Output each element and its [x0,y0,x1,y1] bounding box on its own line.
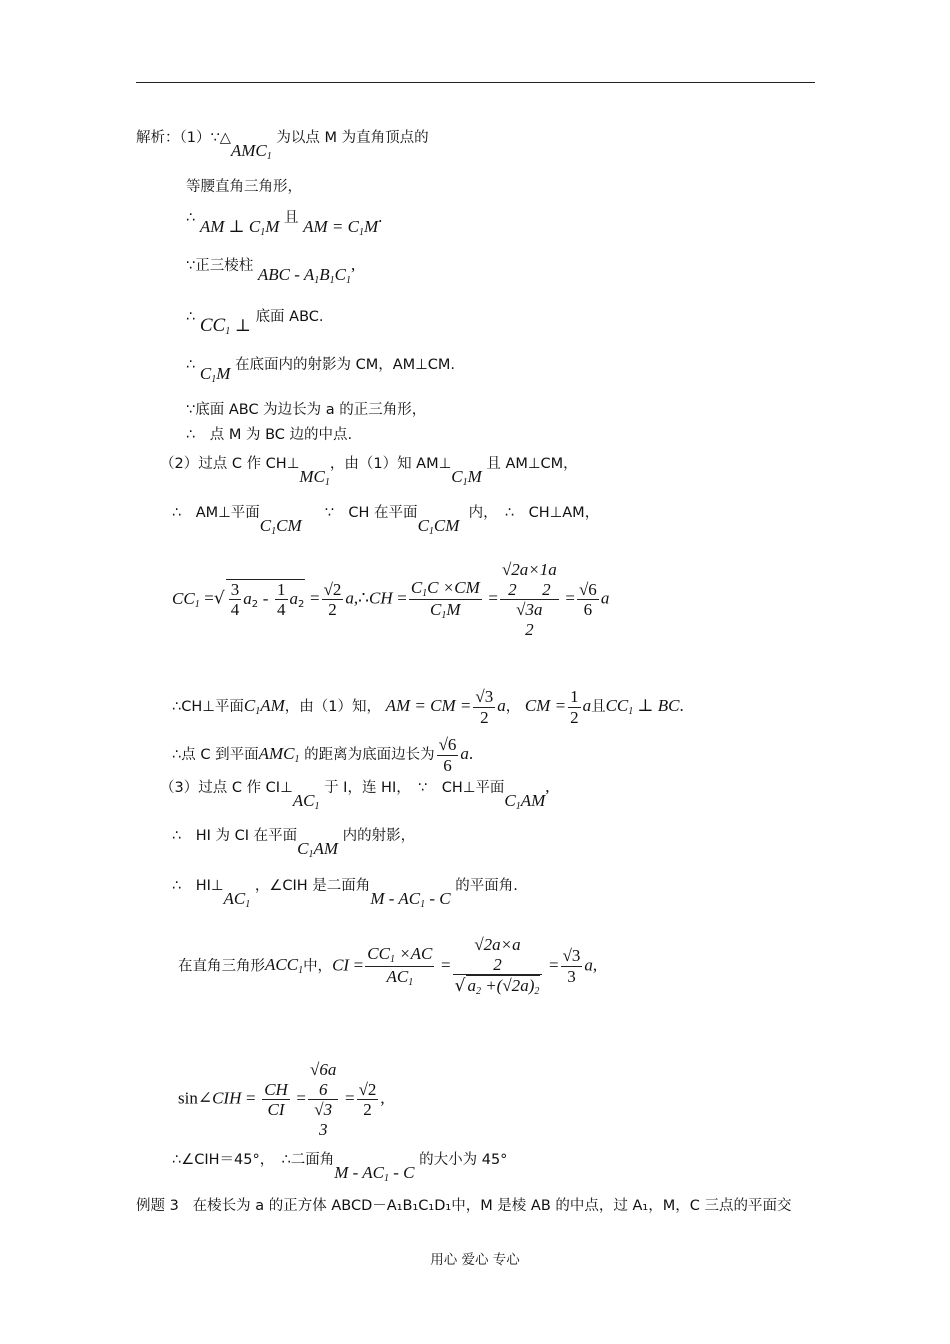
formula-dihedral-b: M - $AC_1$ - C [334,1163,415,1184]
solution-line-4: ∵正三棱柱 ABC - $A_1B_1C_1$, [186,255,356,286]
formula-mc1: $MC_1$ [299,467,330,488]
part3-line-1: （3）过点 C 作 $CI\perp AC_1$ 于 I，连 HI， ∵ CH⊥平面$C_1AM$, [160,777,550,812]
part2-line-2: ∴ AM⊥平面$C_1CM$ ∵ CH 在平面$C_1CM$ 内， ∴ CH⊥AM， [172,505,600,537]
formula-am-cm: AM = CM = [385,696,472,716]
part3-line-3: ∴ $HI\perp AC_1$ ，∠CIH 是二面角M - $AC_1$ - C 的平面角. [172,878,518,910]
example-3: 例题 3 在棱长为 a 的正方体 ABCD－A₁B₁C₁D₁中，M 是棱 AB 的中点，过 A₁，M，C 三点的平面交 [136,1198,792,1214]
formula-am-eq-c1m: AM = $C_1M$ [303,217,379,238]
page-footer: 用心 爱心 专心 [430,1252,520,1268]
formula-c1am-c: $C_1AM$ [297,839,339,860]
formula-prism: ABC - $A_1B_1C_1$ [257,265,351,286]
formula-plane-c1cm: $C_1CM$ [259,516,302,537]
solution-line-1: 解析：$(1)\because\triangle AMC_1$ 为以点 M 为直角顶点的 [136,130,429,162]
solution-line-7: ∵底面 ABC 为边长为 a 的正三角形， [186,402,427,418]
formula-sin-cih: sin∠CIH = $\frac{CH}{CI}$ = √6a 6 √3 3 = $\frac{√2}{2}$ , [178,1060,385,1139]
formula-dihedral: M - $AC_1$ - C [370,889,451,910]
formula-ac1: $AC_1$ [292,791,320,812]
formula-cm-half: CM = [524,696,567,716]
formula-cc1-perp-bc: $CC_1$ ⊥ BC [605,696,680,718]
header-rule [136,82,815,83]
solution-line-5: ∴ $CC_1$ ⊥ 底面 ABC. [186,309,324,337]
formula-c1m: $C_1M$ [199,364,231,385]
formula-cc1-ch: $CC_1$ =√ $\frac{3}{4}$ $a_2$ - $\frac{1}{4}$ $a_2$ = $\frac{√2}{2}$ a,∴CH = $\frac{C_1C \times CM}{C_1M}$ = √2a×1a 2 2 √3a 2 = $\frac{√6}{6}$ a [172,560,610,639]
part2-line-1: （2）过点 C 作 $CH\perp MC_1$，由（1）知 $AM\perp C_1M$ 且 AM⊥CM， [160,456,578,488]
formula-amc1: $AMC_1$ [230,141,272,162]
formula-ci: 在直角三角形$ACC_1$中，CI = $\frac{CC_1 \times AC}{AC_1}$ = √2a×a 2 √ $a_2 +(√2a)_2$ = $\frac{√3}{3}$ a, [178,935,598,998]
formula-cc1-perp: $CC_1$ ⊥ [199,315,251,337]
solution-line-8: ∴ 点 M 为 BC 边的中点. [186,427,353,443]
solution-line-2: 等腰直角三角形， [186,179,302,195]
formula-c1am: $C_1AM$ [243,696,285,718]
solution-line-6: ∴ $C_1M$ 在底面内的射影为 CM，AM⊥CM. [186,357,456,385]
part2-line-3: ∴CH⊥平面$C_1AM$，由（1）知， AM = CM = $\frac{√3}{2}$ a， CM = $\frac{1}{2}$ a且$CC_1$ ⊥ BC. [172,687,684,727]
part2-line-4: ∴点 C 到平面$AMC_1$ 的距离为底面边长为 $\frac{√6}{6}$ a. [172,735,474,775]
solution-line-3: ∴ AM ⊥ $C_1M$ 且 AM = $C_1M$. [186,207,383,238]
part3-line-2: ∴ HI 为 CI 在平面$C_1AM$ 内的射影， [172,828,416,860]
formula-c1am-b: $C_1AM$ [504,791,546,812]
part3-line-4: ∴∠CIH＝45°， ∴二面角M - $AC_1$ - C 的大小为 45° [172,1152,508,1184]
formula-amc1-b: $AMC_1$ [258,744,300,766]
formula-ac1-b: $AC_1$ [223,889,251,910]
formula-c1m-b: $C_1M$ [451,467,482,488]
formula-plane-c1cm-b: $C_1CM$ [417,516,460,537]
formula-am-perp-c1m: AM ⊥ $C_1M$ [199,217,280,238]
